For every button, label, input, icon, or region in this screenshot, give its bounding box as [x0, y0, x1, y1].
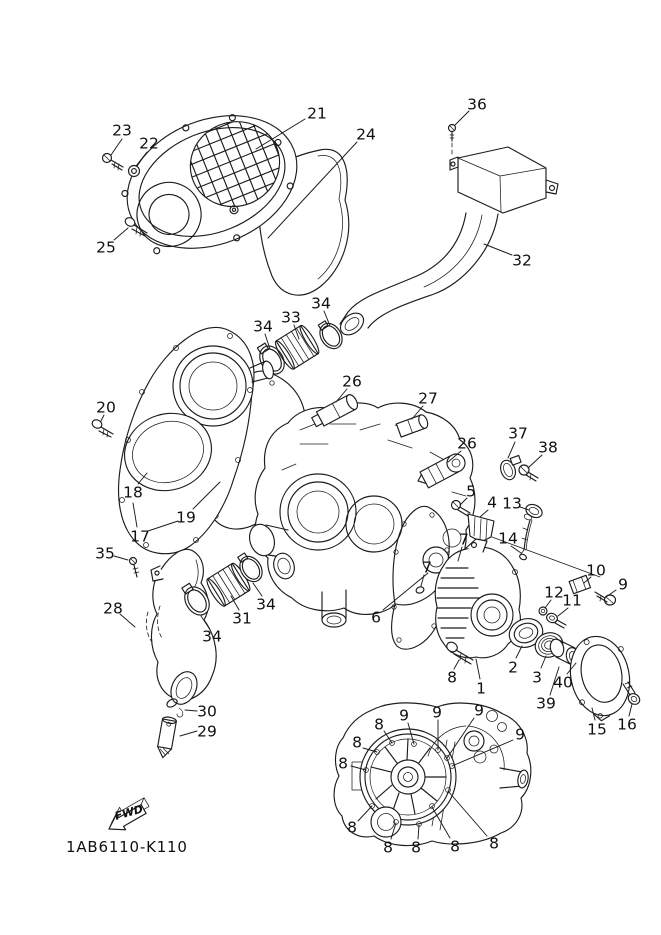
- callout-9-31: 9: [618, 575, 628, 594]
- callout-6-34: 6: [371, 608, 381, 627]
- leader-line-35-25: [114, 556, 128, 560]
- callout-37-14: 37: [508, 424, 528, 443]
- callout-8-37: 8: [447, 668, 457, 687]
- part-bolt-23: [103, 154, 124, 171]
- part-cap-15: [563, 631, 637, 725]
- callout-36-5: 36: [467, 95, 487, 114]
- callout-26-11: 26: [342, 372, 362, 391]
- callout-32-6: 32: [512, 251, 532, 270]
- part-washer-12: [539, 607, 547, 615]
- part-code: 1AB6110-K110: [66, 838, 188, 856]
- callout-34-7: 34: [253, 317, 273, 336]
- callout-27-12: 27: [418, 389, 438, 408]
- callout-34-9: 34: [311, 294, 331, 313]
- callout-14-23: 14: [498, 529, 518, 548]
- callout-30-35: 30: [197, 702, 217, 721]
- callout-16-44: 16: [617, 715, 637, 734]
- leader-line-23-0: [111, 139, 122, 155]
- callout-1-38: 1: [476, 679, 486, 698]
- callout-8-56: 8: [489, 834, 499, 853]
- part-dipstick-13: [521, 502, 544, 554]
- leader-line-38-15: [528, 455, 542, 468]
- leader-line-34-29: [253, 583, 262, 596]
- callout-9-47: 9: [432, 703, 442, 722]
- callout-40-41: 40: [553, 673, 573, 692]
- leader-line-29-36: [180, 731, 197, 736]
- callout-9-48: 9: [474, 701, 484, 720]
- callout-2-39: 2: [508, 658, 518, 677]
- part-oring-14: [519, 553, 527, 560]
- callout-13-21: 13: [502, 494, 522, 513]
- part-strainer-29: [156, 716, 177, 759]
- callout-31-28: 31: [232, 609, 252, 628]
- callout-8-55: 8: [450, 837, 460, 856]
- callout-5-19: 5: [466, 482, 476, 501]
- leader-line-32-6: [484, 244, 512, 255]
- callout-8-45: 8: [374, 715, 384, 734]
- leader-line-30-35: [185, 710, 197, 711]
- part-clamp-37: [498, 455, 521, 481]
- callout-18-16: 18: [123, 483, 143, 502]
- leader-line-3-40: [541, 656, 546, 668]
- callout-8-51: 8: [338, 754, 348, 773]
- callout-24-3: 24: [356, 125, 376, 144]
- leader-line-25-4: [114, 228, 128, 240]
- callout-23-0: 23: [112, 121, 132, 140]
- callout-26-13: 26: [457, 434, 477, 453]
- callout-11-33: 11: [562, 591, 582, 610]
- part-bolt-9: [595, 592, 616, 605]
- part-crankcase-bottom-view: [334, 703, 531, 846]
- part-cover-21: [107, 91, 318, 275]
- callout-12-32: 12: [544, 583, 564, 602]
- callout-39-42: 39: [536, 694, 556, 713]
- callout-15-43: 15: [587, 720, 607, 739]
- callout-19-17: 19: [176, 508, 196, 527]
- callout-33-8: 33: [281, 308, 301, 327]
- callout-20-10: 20: [96, 398, 116, 417]
- callout-34-29: 34: [256, 595, 276, 614]
- part-bolt-11: [545, 612, 566, 628]
- leader-line-2-39: [516, 646, 522, 658]
- callout-25-4: 25: [96, 238, 116, 257]
- callout-34-27: 34: [202, 627, 222, 646]
- callout-17-18: 17: [130, 527, 150, 546]
- fwd-arrow: [102, 794, 153, 836]
- fwd-label: FWD: [113, 802, 145, 823]
- callout-8-53: 8: [383, 838, 393, 857]
- callout-7-24: 7: [422, 558, 432, 577]
- callout-8-54: 8: [411, 838, 421, 857]
- callout-29-36: 29: [197, 722, 217, 741]
- leader-line-37-14: [508, 442, 515, 458]
- part-screw-36: [449, 125, 456, 158]
- callout-8-52: 8: [347, 818, 357, 837]
- callout-7-22: 7: [459, 530, 469, 549]
- callout-21-2: 21: [307, 104, 327, 123]
- part-screw-35: [130, 558, 140, 578]
- callout-22-1: 22: [139, 134, 159, 153]
- leader-line-1-38: [476, 659, 480, 679]
- callout-28-26: 28: [103, 599, 123, 618]
- callout-3-40: 3: [532, 668, 542, 687]
- callout-38-15: 38: [538, 438, 558, 457]
- callout-35-25: 35: [95, 544, 115, 563]
- part-intake-duct-32: [336, 147, 558, 339]
- leader-line-16-44: [629, 704, 632, 716]
- part-nut-22: [129, 166, 140, 177]
- part-bolt-20: [91, 418, 113, 437]
- callout-8-49: 8: [352, 733, 362, 752]
- callout-9-46: 9: [399, 706, 409, 725]
- callout-9-50: 9: [515, 725, 525, 744]
- callout-4-20: 4: [487, 493, 497, 512]
- callout-10-30: 10: [586, 561, 606, 580]
